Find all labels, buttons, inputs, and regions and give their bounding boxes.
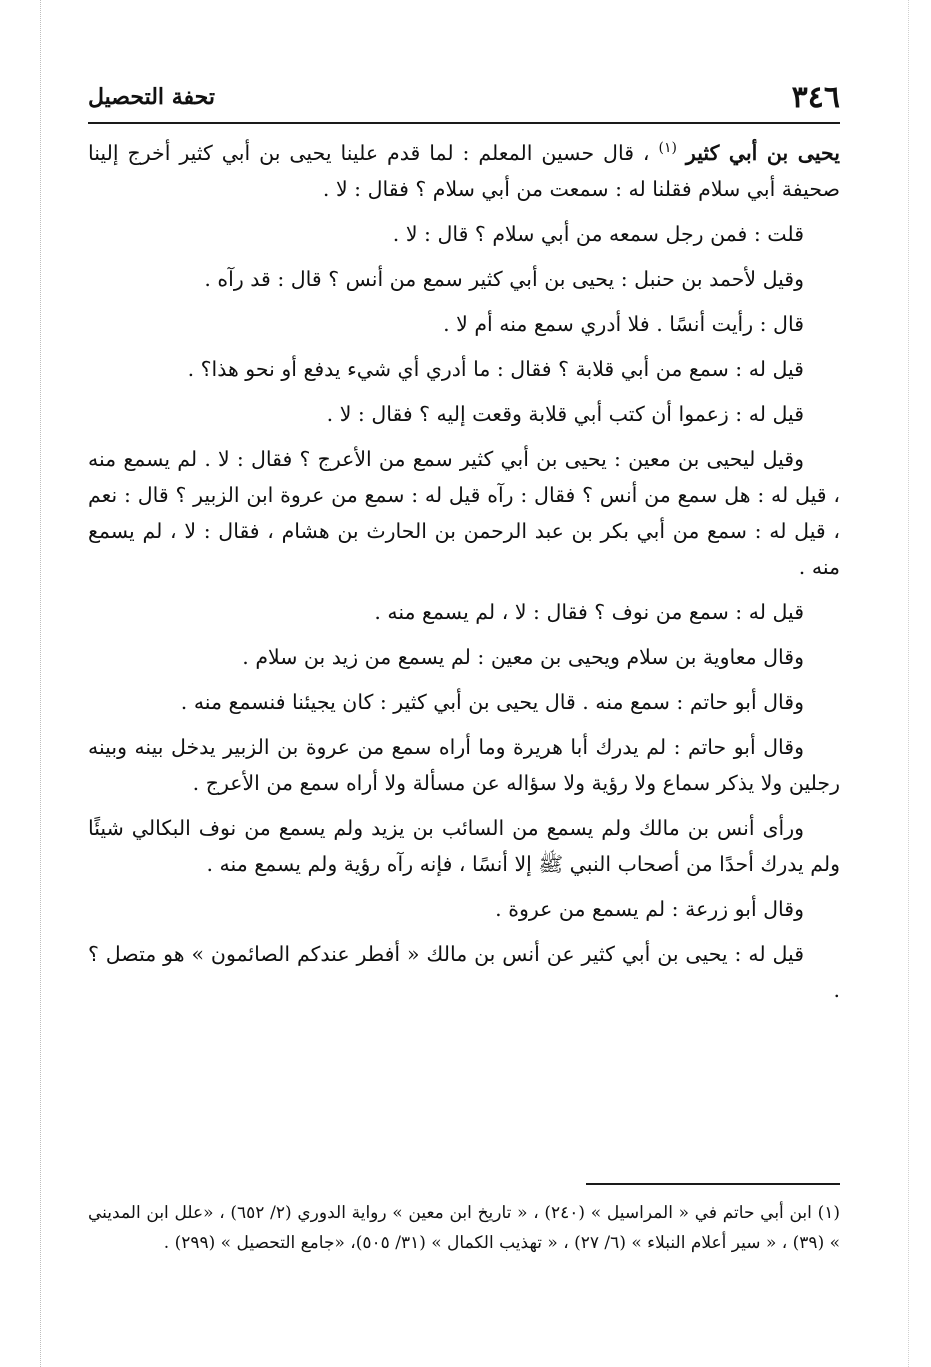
paragraph: قيل له : يحيى بن أبي كثير عن أنس بن مالك « أفطر عندكم الصائمون » هو متصل ؟ .: [88, 941, 840, 1002]
footnote-separator: [586, 1183, 840, 1185]
paragraph: وقال معاوية بن سلام ويحيى بن معين : لم يسمع من زيد بن سلام .: [242, 644, 804, 669]
paragraph: وقال أبو حاتم : لم يدرك أبا هريرة وما أراه سمع من عروة بن الزبير يدخل بينه وبينه رجلين ولا يذكر سماع ولا رؤية ولا سؤاله عن مسألة ولا أراه سمع من الأعرج .: [88, 734, 840, 795]
paragraph: وقيل ليحيى بن معين : يحيى بن أبي كثير سمع من الأعرج ؟ فقال : لا . لم يسمع منه ، قيل له : هل سمع من أنس ؟ فقال : رآه قيل له : سمع من عروة ابن الزبير ؟ قال : نعم ، قيل له : سمع من أبي بكر بن عبد الرحمن بن الحارث بن هشام ، فقال : لا ، لم يسمع منه .: [88, 446, 840, 579]
scan-edge-right: [908, 0, 909, 1367]
page-number: ٣٤٦: [791, 79, 840, 115]
running-title: تحفة التحصيل: [88, 84, 215, 110]
footnote: (١) ابن أبي حاتم في « المراسيل » (٢٤٠) ، « تاريخ ابن معين » رواية الدوري (٢/ ٦٥٢) ، «علل ابن المديني » (٣٩) ، « سير أعلام النبلاء » (٦/ ٢٧) ، « تهذيب الكمال » (٣١/ ٥٠٥)، «جامع التحصيل » (٢٩٩) .: [88, 1203, 840, 1253]
paragraph: وقيل لأحمد بن حنبل : يحيى بن أبي كثير سمع من أنس ؟ قال : قد رآه .: [204, 266, 804, 291]
entry-name: يحيى بن أبي كثير: [685, 140, 840, 165]
page-header: [88, 72, 840, 124]
paragraph: ورأى أنس بن مالك ولم يسمع من السائب بن يزيد ولم يسمع من نوف البكالي شيئًا ولم يدرك أحدًا من أصحاب النبي ﷺ إلا أنسًا ، فإنه رآه رؤية ولم يسمع منه .: [88, 815, 840, 876]
paragraph: قيل له : سمع من أبي قلابة ؟ فقال : ما أدري أي شيء يدفع أو نحو هذا؟ .: [187, 356, 804, 381]
paragraph: قال : رأيت أنسًا . فلا أدري سمع منه أم لا .: [443, 311, 804, 336]
paragraph: وقال أبو زرعة : لم يسمع من عروة .: [495, 896, 804, 921]
entry-text: ، قال حسين المعلم : لما قدم علينا يحيى بن أبي كثير أخرج إلينا صحيفة أبي سلام فقلنا له : سمعت من أبي سلام ؟ فقال : لا .: [88, 140, 840, 201]
main-text: [88, 130, 840, 1017]
paragraph: قيل له : سمع من نوف ؟ فقال : لا ، لم يسمع منه .: [374, 599, 804, 624]
entry-paragraph: [88, 130, 840, 207]
paragraph: قيل له : زعموا أن كتب أبي قلابة وقعت إليه ؟ فقال : لا .: [326, 401, 804, 426]
paragraph: وقال أبو حاتم : سمع منه . قال يحيى بن أبي كثير : كان يجيئنا فنسمع منه .: [180, 689, 804, 714]
paragraph: قلت : فمن رجل سمعه من أبي سلام ؟ قال : لا .: [392, 221, 804, 246]
scan-edge-left: [40, 0, 41, 1367]
footnote-reference: (١): [658, 140, 677, 156]
